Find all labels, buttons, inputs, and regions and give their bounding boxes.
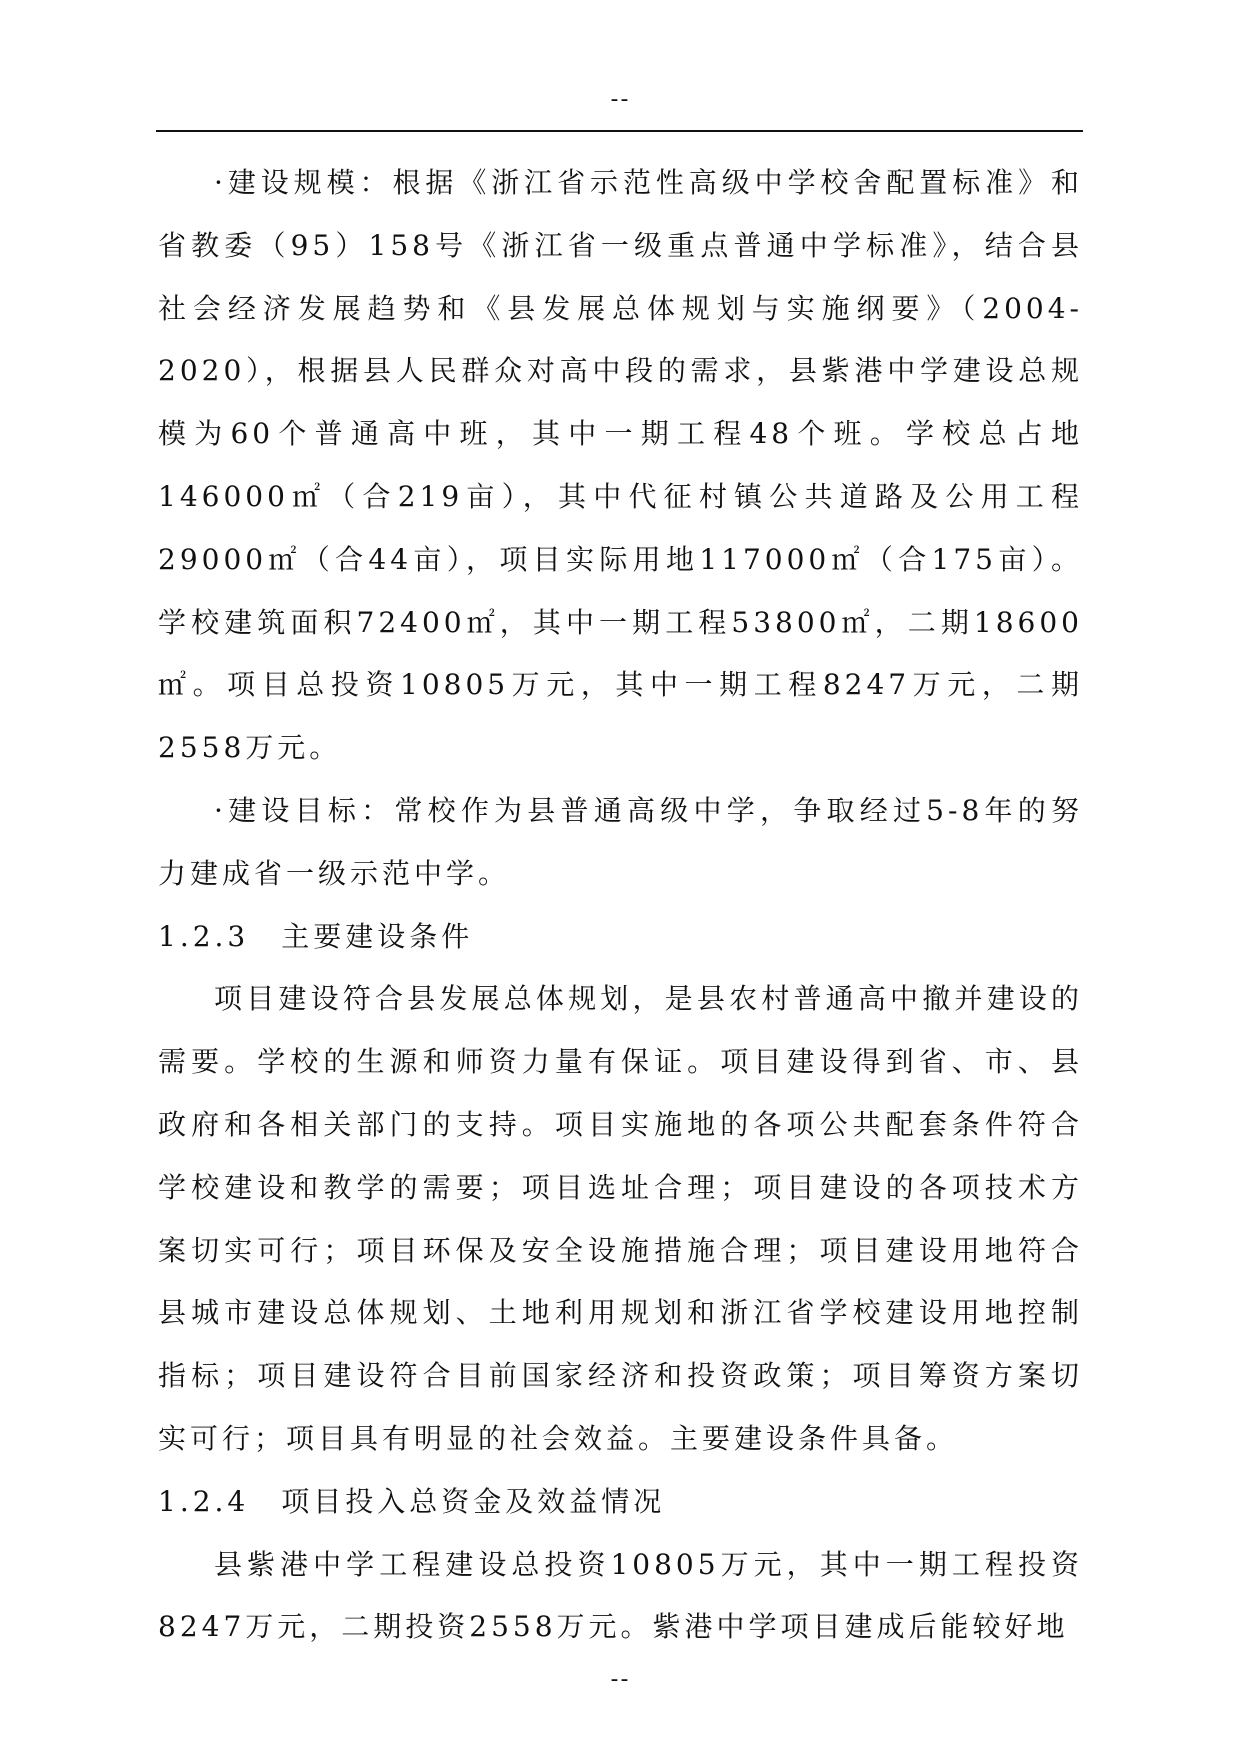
paragraph-investment: 县紫港中学工程建设总投资10805万元，其中一期工程投资8247万元，二期投资2558万元。紫港中学项目建成后能较好地 [158, 1547, 1083, 1644]
paragraph-construction-scale: ·建设规模：根据《浙江省示范性高级中学校舍配置标准》和省教委（95）158号《浙江省一级重点普通中学标准》，结合县社会经济发展趋势和《县发展总体规划与实施纲要》（2004-2020），根据县人民群众对高中段的需求，县紫港中学建设总规模为60个普通高中班，其中一期工程48个班。学校总占地146000㎡（合219亩），其中代征村镇公共道路及公用工程29000㎡（合44亩），项目实际用地117000㎡（合175亩）。学校建筑面积72400㎡，其中一期工程53800㎡，二期18600㎡。项目总投资10805万元，其中一期工程8247万元，二期2558万元。 [158, 166, 1083, 765]
page-header-mark: -- [610, 87, 631, 112]
header-rule [156, 130, 1083, 132]
section-heading-1-2-4: 1.2.4 项目投入总资金及效益情况 [158, 1484, 666, 1518]
document-body [158, 152, 1083, 1659]
section-heading-1-2-3: 1.2.3 主要建设条件 [158, 919, 474, 953]
paragraph-construction-conditions: 项目建设符合县发展总体规划，是县农村普通高中撤并建设的需要。学校的生源和师资力量有保证。项目建设得到省、市、县政府和各相关部门的支持。项目实施地的各项公共配套条件符合学校建设和教学的需要；项目选址合理；项目建设的各项技术方案切实可行；项目环保及安全设施措施合理；项目建设用地符合县城市建设总体规划、土地利用规划和浙江省学校建设用地控制指标；项目建设符合目前国家经济和投资政策；项目筹资方案切实可行；项目具有明显的社会效益。主要建设条件具备。 [158, 982, 1083, 1455]
paragraph-construction-goal: ·建设目标：常校作为县普通高级中学，争取经过5-8年的努力建成省一级示范中学。 [158, 793, 1083, 890]
page-footer-mark: -- [610, 1667, 631, 1692]
